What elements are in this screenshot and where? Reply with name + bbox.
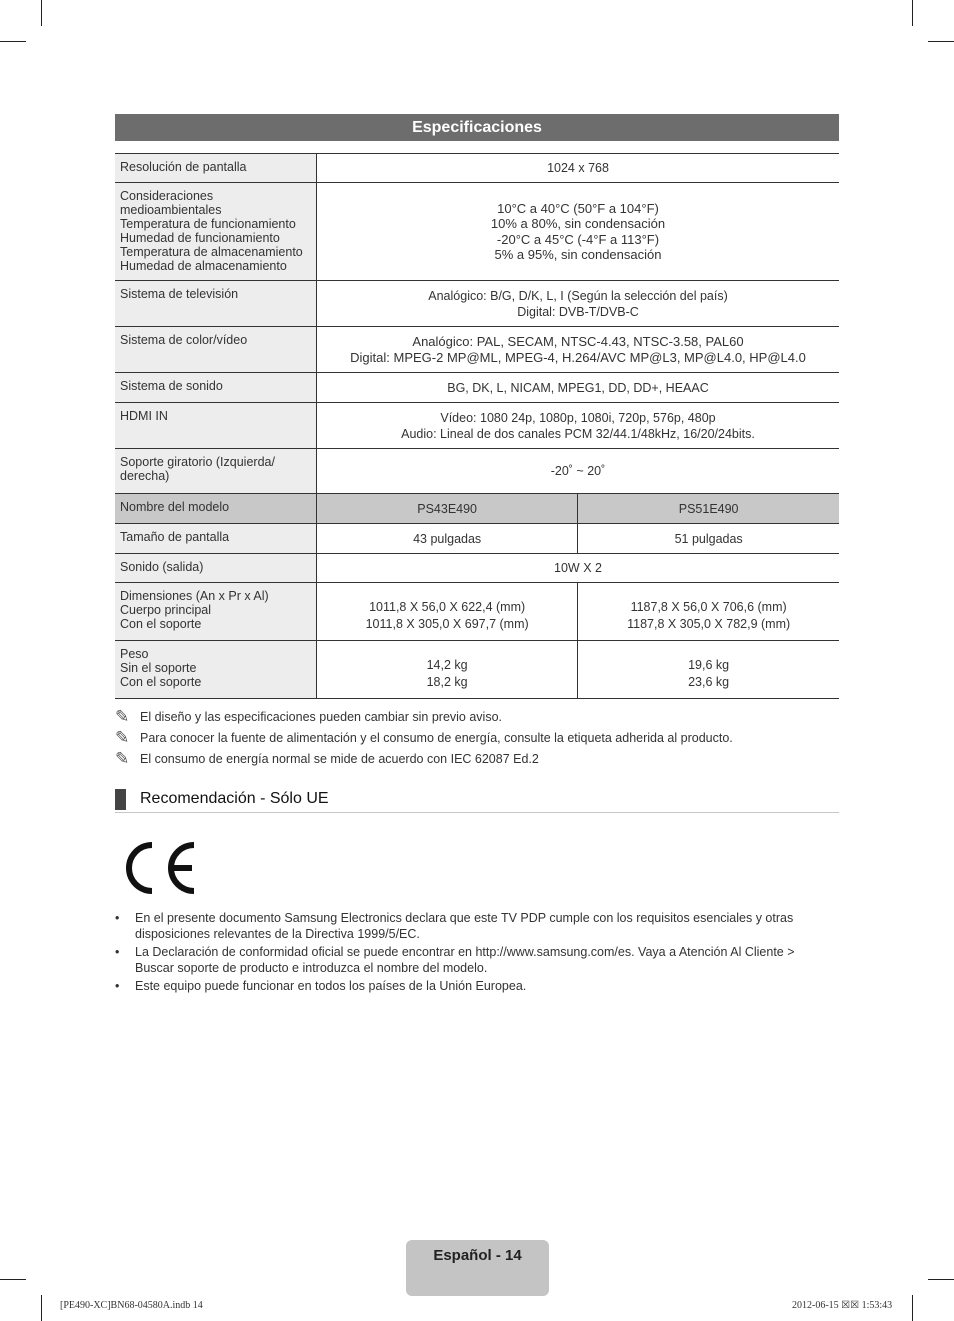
value-line: 1011,8 X 305,0 X 697,7 (mm) — [365, 616, 529, 631]
value-line: 1187,8 X 56,0 X 706,6 (mm) — [630, 599, 787, 614]
row-value — [317, 583, 578, 641]
crop-mark — [928, 1279, 954, 1280]
value-line: 14,2 kg — [426, 657, 468, 672]
spec-table — [115, 153, 839, 699]
bullet-text: Este equipo puede funcionar en todos los países de la Unión Europea. — [135, 979, 527, 993]
bullet-dot: • — [115, 945, 120, 959]
pencil-note-icon: ✎ — [115, 748, 130, 768]
row-label: HDMI IN — [115, 403, 317, 449]
value-line: 19,6 kg — [688, 657, 730, 672]
pencil-note-icon: ✎ — [115, 706, 130, 726]
table-row — [115, 524, 839, 554]
crop-mark — [0, 1279, 26, 1280]
crop-mark — [912, 0, 913, 26]
model-value: PS43E490 — [317, 494, 578, 524]
bullet-dot: • — [115, 911, 120, 925]
label-line: derecha) — [120, 469, 170, 483]
row-label: Sonido (salida) — [115, 554, 317, 583]
row-value: 10W X 2 — [317, 554, 840, 583]
bullet-list — [115, 910, 830, 996]
row-label: Sistema de televisión — [115, 281, 317, 327]
row-value — [317, 183, 840, 281]
row-value: BG, DK, L, NICAM, MPEG1, DD, DD+, HEAAC — [317, 373, 840, 403]
row-value — [317, 403, 840, 449]
table-row — [115, 154, 839, 183]
label-line: Sin el soporte — [120, 661, 197, 675]
note-text: Para conocer la fuente de alimentación y el consumo de energía, consulte la etiqueta adherida al producto. — [140, 730, 733, 745]
note-item — [115, 727, 839, 748]
table-row — [115, 554, 839, 583]
value-line: 5% a 95%, sin condensación — [494, 247, 662, 262]
table-row — [115, 183, 839, 281]
bullet-text: La Declaración de conformidad oficial se puede encontrar en http://www.samsung.com/es. Vaya a Atención Al Cliente > Buscar soporte de producto e introduzca el nombre del modelo. — [135, 945, 795, 975]
label-line: Cuerpo principal — [120, 603, 212, 617]
note-text: El consumo de energía normal se mide de acuerdo con IEC 62087 Ed.2 — [140, 751, 539, 766]
row-value — [578, 583, 839, 641]
table-row — [115, 641, 839, 699]
row-label: Tamaño de pantalla — [115, 524, 317, 554]
row-value — [317, 641, 578, 699]
bullet-dot: • — [115, 979, 120, 993]
label-line: Temperatura de almacenamiento — [120, 245, 303, 259]
note-text: El diseño y las especificaciones pueden cambiar sin previo aviso. — [140, 709, 502, 724]
value-line: Audio: Lineal de dos canales PCM 32/44.1/48kHz, 16/20/24bits. — [401, 426, 755, 441]
row-label — [115, 183, 317, 281]
row-value — [317, 281, 840, 327]
row-value: 1024 x 768 — [317, 154, 840, 183]
value-line: 10% a 80%, sin condensación — [490, 216, 666, 231]
row-value — [578, 641, 839, 699]
table-row — [115, 494, 839, 524]
row-value: -20˚ ~ 20˚ — [317, 449, 840, 494]
table-row — [115, 327, 839, 373]
table-row — [115, 281, 839, 327]
value-line: Vídeo: 1080 24p, 1080p, 1080i, 720p, 576p, 480p — [440, 410, 716, 425]
label-line: Con el soporte — [120, 617, 202, 631]
value-line: Analógico: PAL, SECAM, NTSC-4.43, NTSC-3.58, PAL60 — [412, 333, 744, 349]
page-number: Español - 14 — [406, 1240, 549, 1296]
table-row — [115, 373, 839, 403]
note-item — [115, 748, 839, 769]
table-row — [115, 583, 839, 641]
label-line: Peso — [120, 647, 149, 661]
recommendation-header — [115, 786, 839, 813]
bullet-text: En el presente documento Samsung Electronics declara que este TV PDP cumple con los requisitos esenciales y otras disposiciones relevantes de la Directiva 1999/5/EC. — [135, 911, 794, 941]
recommendation-title: Recomendación - Sólo UE — [140, 790, 329, 807]
label-line: Humedad de funcionamiento — [120, 231, 280, 245]
value-line: Analógico: B/G, D/K, L, I (Según la selección del país) — [428, 288, 728, 303]
row-value: 51 pulgadas — [578, 524, 839, 554]
value-line: 18,2 kg — [426, 674, 468, 689]
label-line: Humedad de almacenamiento — [120, 259, 287, 273]
row-label: Sistema de color/vídeo — [115, 327, 317, 373]
list-item — [115, 910, 830, 942]
row-label: Sistema de sonido — [115, 373, 317, 403]
table-row — [115, 403, 839, 449]
row-label — [115, 641, 317, 699]
crop-mark — [912, 1295, 913, 1321]
row-label: Resolución de pantalla — [115, 154, 317, 183]
row-value — [317, 327, 840, 373]
footer-file: [PE490-XC]BN68-04580A.indb 14 — [60, 1300, 203, 1311]
model-value: PS51E490 — [578, 494, 839, 524]
value-line: -20°C a 45°C (-4°F a 113°F) — [496, 231, 660, 247]
row-label: Nombre del modelo — [115, 494, 317, 524]
notes-list — [115, 706, 839, 769]
value-line: 23,6 kg — [688, 674, 730, 689]
row-label — [115, 583, 317, 641]
row-value: 43 pulgadas — [317, 524, 578, 554]
section-bar-icon — [115, 789, 126, 810]
crop-mark — [41, 1295, 42, 1321]
note-item — [115, 706, 839, 727]
value-line: 1011,8 X 56,0 X 622,4 (mm) — [369, 599, 526, 614]
footer-timestamp: 2012-06-15 ☒☒ 1:53:43 — [792, 1300, 893, 1311]
table-row — [115, 449, 839, 494]
section-title: Especificaciones — [115, 114, 839, 141]
list-item — [115, 978, 830, 994]
value-line: 1187,8 X 305,0 X 782,9 (mm) — [627, 616, 791, 631]
ce-mark-icon — [122, 840, 202, 896]
value-line: Digital: MPEG-2 MP@ML, MPEG-4, H.264/AVC MP@L3, MP@L4.0, HP@L4.0 — [350, 349, 806, 365]
crop-mark — [41, 0, 42, 26]
value-line: 10°C a 40°C (50°F a 104°F) — [497, 200, 659, 216]
label-line: Consideraciones medioambientales — [120, 189, 222, 217]
value-line: Digital: DVB-T/DVB-C — [517, 304, 639, 319]
crop-mark — [0, 41, 26, 42]
label-line: Soporte giratorio (Izquierda/ — [120, 455, 275, 469]
label-line: Dimensiones (An x Pr x Al) — [120, 589, 269, 603]
pencil-note-icon: ✎ — [115, 727, 130, 747]
list-item — [115, 944, 830, 976]
row-label — [115, 449, 317, 494]
crop-mark — [928, 41, 954, 42]
label-line: Con el soporte — [120, 675, 202, 689]
label-line: Temperatura de funcionamiento — [120, 217, 296, 231]
